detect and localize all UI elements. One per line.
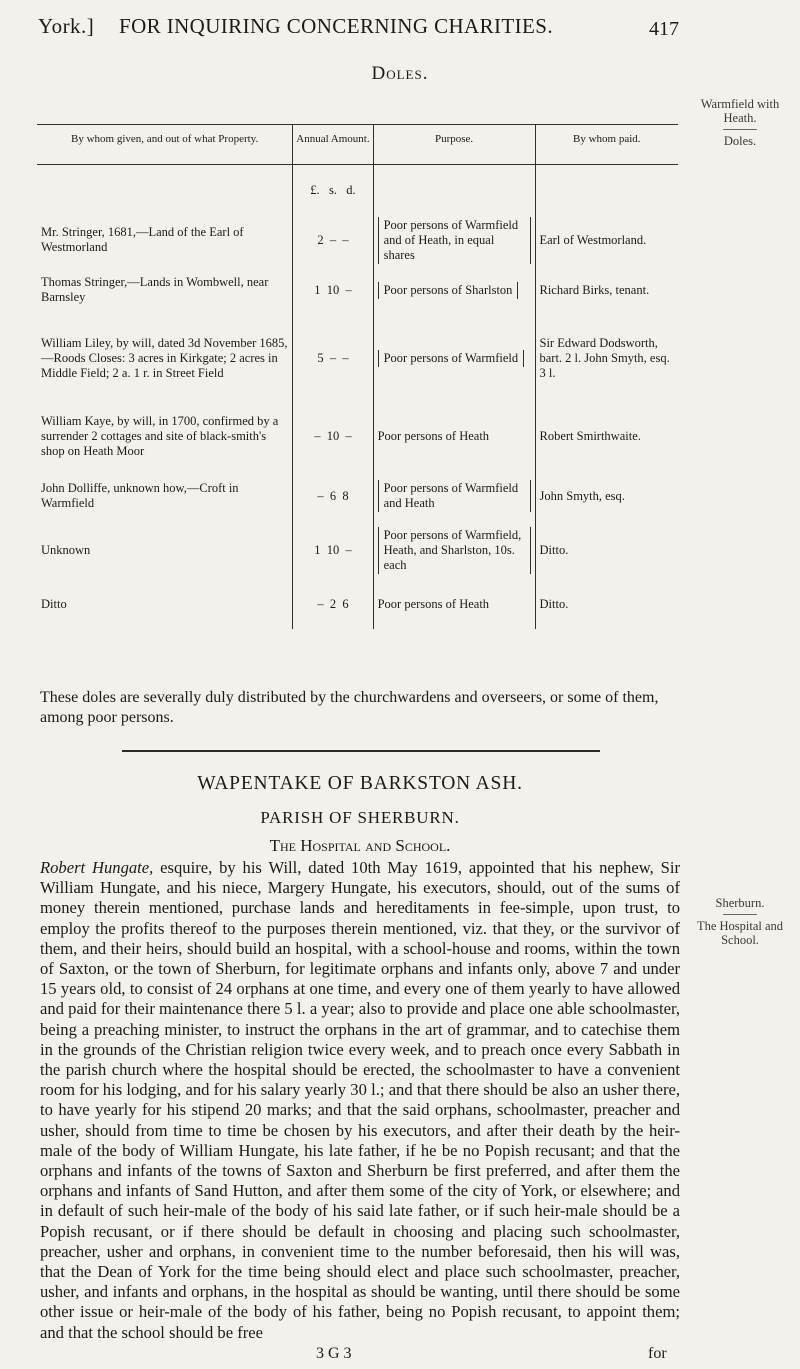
cell-purpose: Poor persons of Sharlston xyxy=(378,282,519,299)
margin-note-divider xyxy=(723,129,757,130)
cell-amount: – 2 6 xyxy=(293,579,373,629)
section-divider xyxy=(122,750,600,752)
table-row xyxy=(37,471,678,521)
cell-amount: 2 – – xyxy=(293,215,373,265)
table-row xyxy=(37,579,678,629)
table-row xyxy=(37,265,678,315)
cell-amount: 1 10 – xyxy=(293,265,373,315)
cell-amount: 1 10 – xyxy=(293,521,373,579)
running-title: FOR INQUIRING CONCERNING CHARITIES. xyxy=(119,14,553,38)
table-header-row xyxy=(37,125,678,165)
cell-amount: – 10 – xyxy=(293,401,373,471)
cell-purpose: Poor persons of Warmfield and of Heath, in equal shares xyxy=(378,217,531,264)
currency-row xyxy=(37,165,678,216)
cell-donor: Ditto xyxy=(41,596,67,611)
wapentake-heading: WAPENTAKE OF BARKSTON ASH. xyxy=(197,773,523,794)
table-row xyxy=(37,215,678,265)
table-row xyxy=(37,315,678,401)
parish-heading: PARISH OF SHERBURN. xyxy=(260,808,460,827)
cell-paid-by: Robert Smirthwaite. xyxy=(535,401,678,471)
cell-purpose: Poor persons of Warmfield and Heath xyxy=(378,480,531,512)
margin-note-place: Warmfield with Heath. xyxy=(700,97,780,125)
doles-note: These doles are severally duly distributed by the churchwardens and overseers, or some of them, among poor persons. xyxy=(40,689,659,726)
margin-note-sherburn xyxy=(686,896,794,947)
section-title: Doles. xyxy=(371,63,429,84)
cell-donor: Thomas Stringer,—Lands in Wombwell, near Barnsley xyxy=(41,275,269,304)
cell-paid-by: Sir Edward Dodsworth, bart. 2 l. John Smyth, esq. 3 l. xyxy=(535,315,678,401)
cell-purpose: Poor persons of Warmfield xyxy=(378,350,525,367)
cell-purpose: Poor persons of Heath xyxy=(377,428,490,443)
cell-amount: 5 – – xyxy=(293,315,373,401)
col-header-donor: By whom given, and out of what Property. xyxy=(71,133,259,145)
table-row xyxy=(37,401,678,471)
page-footer xyxy=(0,1345,800,1365)
margin-note-warmfield xyxy=(686,97,794,148)
county-label: York.] xyxy=(38,14,95,38)
cell-donor: Mr. Stringer, 1681,—Land of the Earl of Westmorland xyxy=(41,225,244,254)
table-row xyxy=(37,521,678,579)
cell-paid-by: John Smyth, esq. xyxy=(535,471,678,521)
cell-donor: Unknown xyxy=(41,542,91,557)
col-header-amount: Annual Amount. xyxy=(293,125,373,165)
body-paragraph xyxy=(40,858,680,1343)
subheading: The Hospital and School. xyxy=(269,836,451,855)
currency-header: £. s. d. xyxy=(293,165,373,216)
catchword: for xyxy=(648,1345,667,1362)
margin-note-place: Sherburn. xyxy=(715,896,765,910)
cell-purpose: Poor persons of Warmfield, Heath, and Sharlston, 10s. each xyxy=(378,527,531,574)
cell-purpose: Poor persons of Heath xyxy=(377,596,490,611)
page-number: 417 xyxy=(649,18,679,40)
cell-paid-by: Richard Birks, tenant. xyxy=(535,265,678,315)
col-header-purpose: Purpose. xyxy=(373,125,535,165)
body-text: esquire, by his Will, dated 10th May 1619, appointed that his nephew, Sir William Hungate, and his niece, Margery Hungate, his executors, should, out of the sums of money therein mentioned, purchase lands and hereditaments in fee-simple, upon trust, to employ the profits thereof to the purposes therein mentioned, viz. that they, or the survivor of them, and their heirs, should build an hospital, with a school-house and rooms, within the town of Saxton, or the town of Sherburn, for legitimate orphans and infants only, above 7 and under 15 years old, to consist of 24 orphans at one time, and every one of them yearly to have allowed and paid for their maintenance there 5 l. a year; also to provide and place one able schoolmaster, being a preaching minister, to instruct the orphans in the art of grammar, and to catechise them in the grounds of the Christian religion twice every week, and to preach once every Sabbath in the parish church where the hospital should be erected, the schoolmaster to have a convenient room for his lodging, and for his salary yearly 30 l.; and that there should be also an usher there, to have yearly for his stipend 20 marks; and that the said orphans, schoolmaster, preacher and usher, should from time to time be chosen by his executors, and after their death by the heir-male of the body of William Hungate, his late father, if he be no Popish recusant; and that the orphans and infants of the towns of Saxton and Sherburn be first preferred, and after them the orphans and infants of Sand Hutton, and after them some of the city of York, or elsewhere; and in default of such heir-male of the body of his said late father, or if such heir-male should be a Popish recusant, or if there should be default in choosing and placing such schoolmaster, preacher, usher and orphans, in convenient time to the number beforesaid, then his will was, that the Dean of York for the time being should elect and place such schoolmaster, preacher, usher, and infants and orphans, in the hospital as should be wanting, until there should be some other issue or heir-male of the body of his father, being no Popish recusant, to appoint them; and that the school should be free xyxy=(40,858,680,1342)
cell-paid-by: Ditto. xyxy=(535,521,678,579)
testator-name: Robert Hungate, xyxy=(40,858,154,877)
cell-amount: – 6 8 xyxy=(293,471,373,521)
doles-table xyxy=(37,124,678,629)
col-header-paid-by: By whom paid. xyxy=(535,125,678,165)
signature-mark: 3 G 3 xyxy=(316,1345,352,1362)
margin-note-topic: The Hospital and School. xyxy=(696,919,784,947)
cell-donor: William Kaye, by will, in 1700, confirmed by a surrender 2 cottages and site of black-smith's shop on Heath Moor xyxy=(41,413,279,458)
cell-donor: William Liley, by will, dated 3d November 1685,—Roods Closes: 3 acres in Kirkgate; 2 acres in Middle Field; 2 a. 1 r. in Street Field xyxy=(41,335,288,380)
running-head xyxy=(0,14,800,44)
margin-note-topic: Doles. xyxy=(723,134,757,148)
cell-donor: John Dolliffe, unknown how,—Croft in Warmfield xyxy=(41,481,239,510)
cell-paid-by: Earl of Westmorland. xyxy=(535,215,678,265)
cell-paid-by: Ditto. xyxy=(535,579,678,629)
margin-note-divider xyxy=(723,914,757,915)
